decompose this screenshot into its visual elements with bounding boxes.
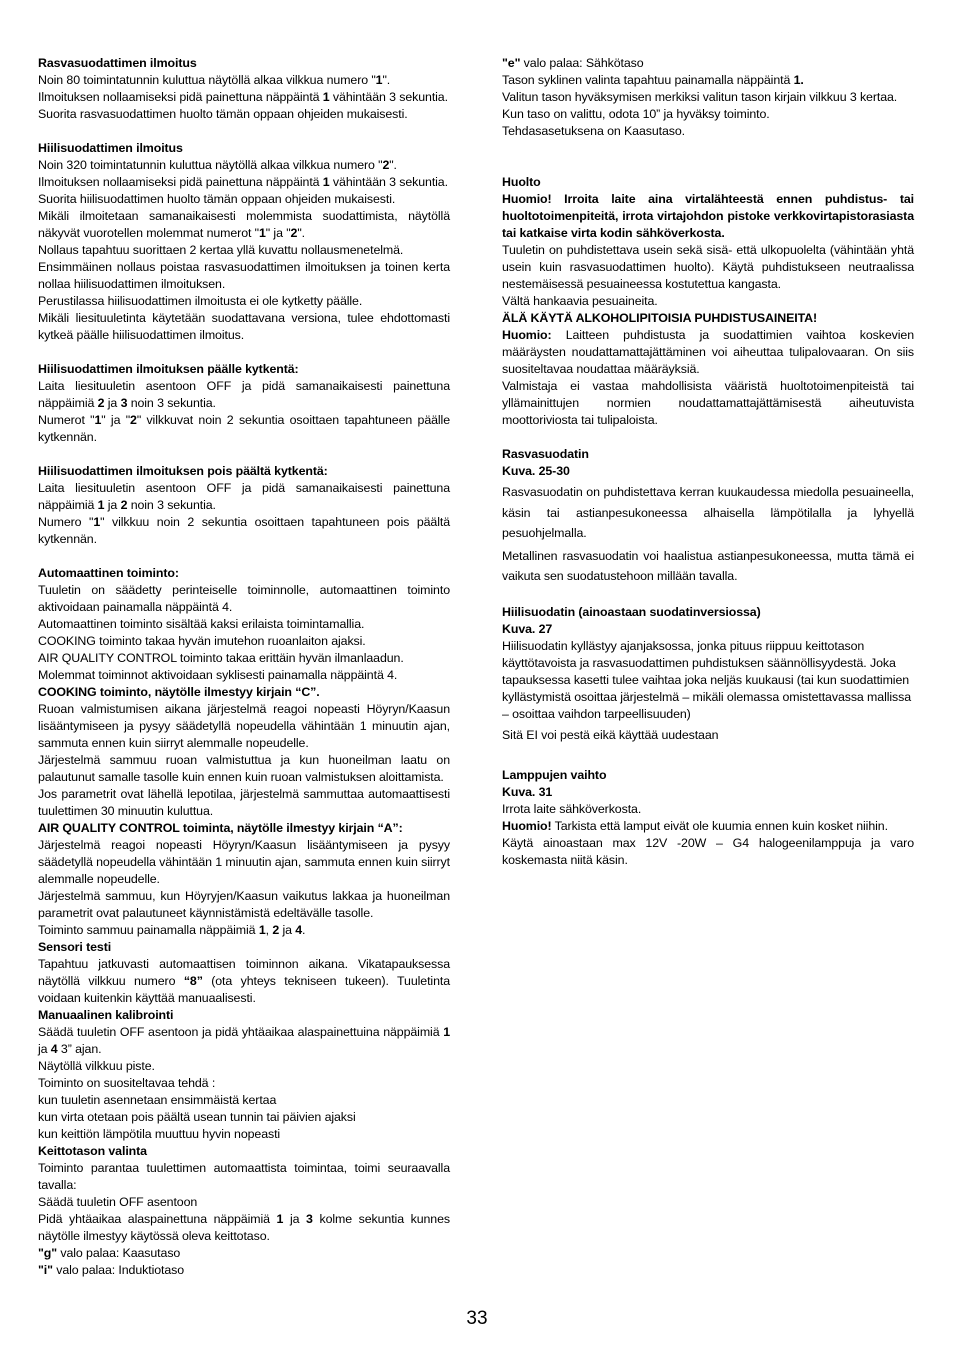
- paragraph: COOKING toiminto takaa hyvän imutehon ruoanlaiton ajaksi.: [38, 634, 366, 648]
- paragraph: Automaattinen toiminto sisältää kaksi erilaista toimintamallia.: [38, 617, 365, 631]
- paragraph: Ilmoituksen nollaamiseksi pidä painettuna näppäintä 1 vähintään 3 sekuntia.: [38, 90, 448, 104]
- paragraph: Tehdasasetuksena on Kaasutaso.: [502, 124, 685, 138]
- list-item: kun keittiön lämpötila muuttuu hyvin nopeasti: [38, 1127, 281, 1141]
- list-item: kun tuuletin asennetaan ensimmäistä kertaa: [38, 1093, 277, 1107]
- paragraph: Metallinen rasvasuodatin voi haalistua astianpesukoneessa, mutta tämä ei vaikuta sen suodatustehoon millään tavalla.: [502, 548, 914, 583]
- section-title-automatic: Automaattinen toiminto:: [38, 566, 179, 580]
- paragraph: Ruoan valmistumisen aikana järjestelmä reagoi nopeasti Höyryn/Kaasun lisääntymiseen ja pysyy säädetyllä nopeudella vähintään 1 minuutin ajan, sammuta ennen kuin siirryt alemmalle nopeudelle.: [38, 702, 450, 750]
- paragraph: Laita liesituuletin asentoon OFF ja pidä samanaikaisesti painettuna näppäimiä 1 ja 2 noin 3 sekuntia.: [38, 481, 450, 512]
- left-column: [38, 55, 450, 1279]
- paragraph: Valmistaja ei vastaa mahdollisista vääristä huoltotoimenpiteistä tai yllämainittujen normien noudattamattajättämisestä aiheutuvista moottoriviosta tai tulipaloista.: [502, 379, 914, 427]
- paragraph: Noin 320 toimintatunnin kuluttua näytöllä alkaa vilkkua numero "2".: [38, 158, 397, 172]
- figure-reference: Kuva. 25-30: [502, 464, 570, 478]
- warning-text: ÄLÄ KÄYTÄ ALKOHOLIPITOISIA PUHDISTUSAINEITA!: [502, 311, 818, 325]
- paragraph: Laita liesituuletin asentoon OFF ja pidä samanaikaisesti painettuna näppäimiä 2 ja 3 noin 3 sekuntia.: [38, 379, 450, 410]
- paragraph: Ensimmäinen nollaus poistaa rasvasuodattimen ilmoituksen ja toinen kerta nollaa hiilisuodattimen ilmoituksen.: [38, 260, 450, 291]
- paragraph: Tapahtuu jatkuvasti automaattisen toiminnon aikana. Vikatapauksessa näytöllä vilkkuu numero “8” (ota yhteys tekniseen tukeen). Tuuletinta voidaan kuitenkin käyttää manuaalisesti.: [38, 957, 450, 1005]
- paragraph: Toiminto sammuu painamalla näppäimiä 1, 2 ja 4.: [38, 923, 306, 937]
- section-title-lamp-replacement: Lamppujen vaihto: [502, 767, 607, 782]
- paragraph: Mikäli liesituuletinta käytetään suodattavana versiona, tulee ehdottomasti kytkeä päälle hiilisuodattimen ilmoitus.: [38, 311, 450, 342]
- paragraph: Toiminto on suositeltavaa tehdä :: [38, 1076, 216, 1090]
- paragraph: "g" valo palaa: Kaasutaso: [38, 1246, 181, 1260]
- paragraph: Pidä yhtäaikaa alaspainettuna näppäimiä 1 ja 3 kolme sekuntia kunnes näytölle ilmestyy käytössä oleva keittotaso.: [38, 1212, 450, 1243]
- subtitle-manual-calibration: Manuaalinen kalibrointi: [38, 1008, 174, 1022]
- paragraph: Jos parametrit ovat lähellä lepotilaa, järjestelmä sammuttaa automaattisesti tuulettimen 30 minuutin kuluttua.: [38, 787, 450, 818]
- paragraph: Nollaus tapahtuu suorittaen 2 kertaa yllä kuvattu nollausmenetelmä.: [38, 243, 404, 257]
- paragraph: "e" valo palaa: Sähkötaso: [502, 56, 644, 70]
- paragraph: Säädä tuuletin OFF asentoon ja pidä yhtäaikaa alaspainettuina näppäimiä 1 ja 4 3” ajan.: [38, 1025, 450, 1056]
- paragraph: Toiminto parantaa tuulettimen automaattista toimintaa, toimi seuraavalla tavalla:: [38, 1161, 450, 1192]
- section-title-carbon-filter: Hiilisuodatin (ainoastaan suodatinversiossa): [502, 604, 761, 619]
- paragraph: Numerot "1" ja "2" vilkkuvat noin 2 sekuntia osoittaen tapahtuneen päälle kytkennän.: [38, 413, 451, 444]
- subtitle-hob-selection: Keittotason valinta: [38, 1144, 147, 1158]
- paragraph: Numero "1" vilkkuu noin 2 sekuntia osoittaen tapahtuneen pois päältä kytkennän.: [38, 515, 450, 546]
- paragraph: Huomio: Laitteen puhdistusta ja suodattimien vaihtoa koskevien määräysten noudattamattajättäminen voi aiheuttaa tulipalovaaran. On siis suositeltavaa noudattaa määräyksiä.: [502, 328, 914, 376]
- paragraph: Irrota laite sähköverkosta.: [502, 801, 642, 816]
- page-number: 33: [466, 1308, 488, 1329]
- paragraph: Suorita rasvasuodattimen huolto tämän oppaan ohjeiden mukaisesti.: [38, 107, 408, 121]
- warning-text: Huomio! Irroita laite aina virtalähteestä ennen puhdistus- tai huoltotoimenpiteitä, irrota virtajohdon pistoke verkkovirtapistorasiasta tai katkaise virta kodin sähköverkosta.: [502, 192, 914, 240]
- paragraph: Rasvasuodatin on puhdistettava kerran kuukaudessa miedolla pesuaineella, käsin tai astianpesukoneessa alhaisella lämpötilalla ja lyhyellä pesuohjelmalla.: [502, 485, 914, 540]
- paragraph: Suorita hiilisuodattimen huolto tämän oppaan ohjeiden mukaisesti.: [38, 192, 396, 206]
- paragraph: "i" valo palaa: Induktiotaso: [38, 1263, 185, 1277]
- list-item: kun virta otetaan pois päältä usean tunnin tai päivien ajaksi: [38, 1110, 356, 1124]
- figure-reference: Kuva. 27: [502, 621, 553, 636]
- section-title-carbon-alert-on: Hiilisuodattimen ilmoituksen päälle kytkentä:: [38, 362, 299, 376]
- paragraph: Säädä tuuletin OFF asentoon: [38, 1195, 198, 1209]
- paragraph: Perustilassa hiilisuodattimen ilmoitusta ei ole kytketty päälle.: [38, 294, 363, 308]
- right-column: [502, 55, 914, 869]
- paragraph: Molemmat toiminnot aktivoidaan syklisesti painamalla näppäintä 4.: [38, 668, 398, 682]
- paragraph: Valitun tason hyväksymisen merkiksi valitun tason kirjain vilkkuu 3 kertaa.: [502, 90, 898, 104]
- paragraph: Käytä ainoastaan max 12V -20W – G4 halogeenilamppuja ja varo koskemasta niitä käsin.: [502, 835, 914, 867]
- paragraph: Järjestelmä sammuu, kun Höyryjen/Kaasun vaikutus lakkaa ja huoneilman parametrit ovat palautuneet käynnistämistä edeltävälle tasolle.: [38, 889, 450, 920]
- section-title-maintenance: Huolto: [502, 175, 541, 189]
- section-title-carbon-alert-off: Hiilisuodattimen ilmoituksen pois päältä kytkentä:: [38, 464, 328, 478]
- figure-reference: Kuva. 31: [502, 784, 553, 799]
- paragraph: Ilmoituksen nollaamiseksi pidä painettuna näppäintä 1 vähintään 3 sekuntia.: [38, 175, 448, 189]
- paragraph: AIR QUALITY CONTROL toiminto takaa erittäin hyvän ilmanlaadun.: [38, 651, 404, 665]
- section-title-grease-filter: Rasvasuodatin: [502, 447, 589, 461]
- subtitle-cooking: COOKING toiminto, näytölle ilmestyy kirjain “C”.: [38, 685, 320, 699]
- paragraph: Huomio! Tarkista että lamput eivät ole kuumia ennen kuin kosket niihin.: [502, 818, 888, 833]
- paragraph: Tason syklinen valinta tapahtuu painamalla näppäintä 1.: [502, 73, 804, 87]
- subtitle-sensor-test: Sensori testi: [38, 940, 112, 954]
- section-title-grease-filter-alert: Rasvasuodattimen ilmoitus: [38, 56, 197, 70]
- paragraph: Hiilisuodatin kyllästyy ajanjaksossa, jonka pituus riippuu keittotason käyttötavoista ja rasvasuodattimen puhdistuksen säännöllisyydestä. Joka tapauksessa kasetti tulee vaihtaa joka neljäs kuukausi (tai kun suodattimien kyllästymistä osoittaa järjestelmä – mikäli olemassa omistettavassa mallissa – osoittaa vaihdon tarpeellisuuden): [502, 638, 912, 721]
- paragraph: Kun taso on valittu, odota 10” ja hyväksy toiminto.: [502, 107, 770, 121]
- paragraph: Järjestelmä reagoi nopeasti Höyryn/Kaasun lisääntymiseen ja pysyy säädetyllä nopeudella vähintään 1 minuutin ajan, sammuta ennen kuin siirryt alemmalle nopeudelle.: [38, 838, 450, 886]
- paragraph: Järjestelmä sammuu ruoan valmistuttua ja kun huoneilman laatu on palautunut samalle tasolle kuin ennen kuin ruoan valmistuksen aloittamista.: [38, 753, 450, 784]
- paragraph: Tuuletin on puhdistettava usein sekä sisä- että ulkopuolelta (vähintään yhtä usein kuin rasvasuodattimen huolto). Käytä puhdistukseen neutraalissa nestemäisessä pesuaineessa kostutettua kangasta.: [502, 243, 914, 291]
- paragraph: Noin 80 toimintatunnin kuluttua näytöllä alkaa vilkkua numero "1".: [38, 73, 391, 87]
- paragraph: Tuuletin on säädetty perinteiselle toiminnolle, automaattinen toiminto aktivoidaan painamalla näppäintä 4.: [38, 583, 450, 614]
- subtitle-air-quality: AIR QUALITY CONTROL toiminta, näytölle ilmestyy kirjain “A”:: [38, 821, 403, 835]
- paragraph: Sitä EI voi pestä eikä käyttää uudestaan: [502, 727, 719, 742]
- paragraph: Näytöllä vilkkuu piste.: [38, 1059, 155, 1073]
- paragraph: Vältä hankaavia pesuaineita.: [502, 294, 658, 308]
- section-title-carbon-filter-alert: Hiilisuodattimen ilmoitus: [38, 141, 183, 155]
- paragraph: Mikäli ilmoitetaan samanaikaisesti molemmista suodattimista, näytöllä näkyvät vuorotellen molemmat numerot "1" ja "2".: [38, 209, 450, 240]
